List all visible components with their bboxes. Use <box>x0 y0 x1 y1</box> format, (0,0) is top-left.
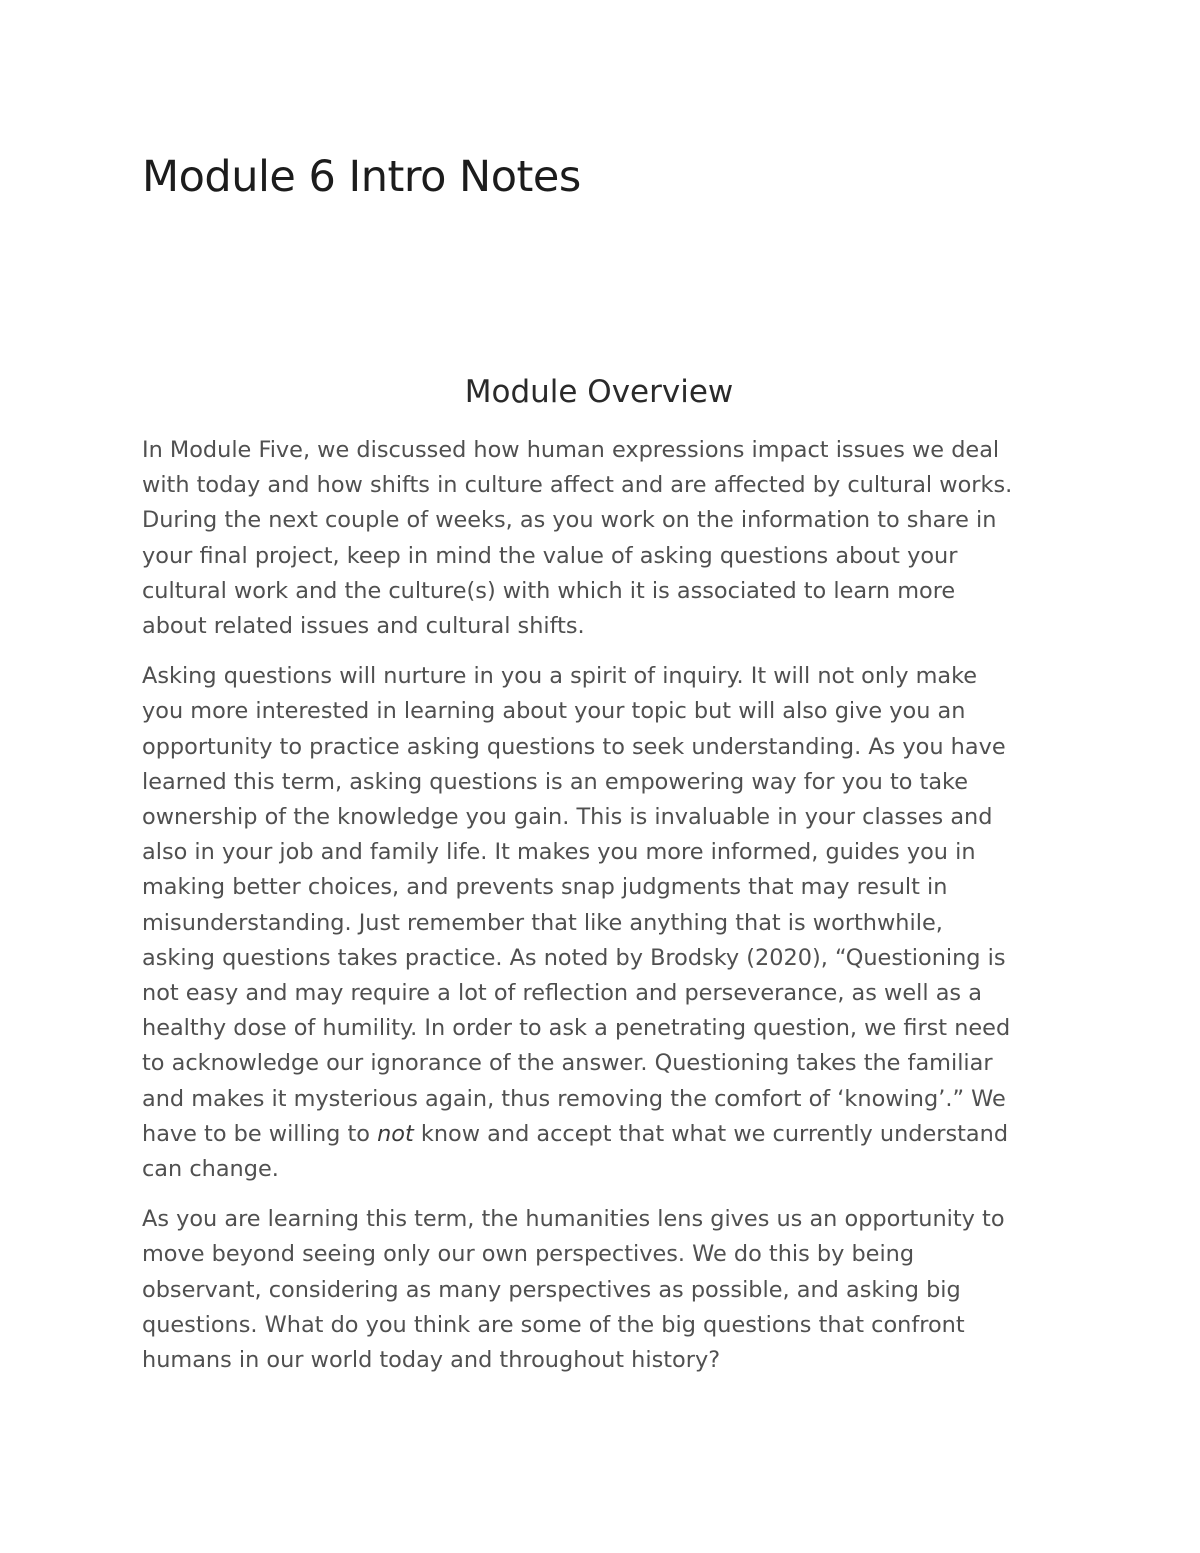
text-line: you more interested in learning about your topic but will also give you an <box>142 698 966 725</box>
text-line: with today and how shifts in culture affect and are affected by cultural works. <box>142 472 1013 499</box>
text-line: During the next couple of weeks, as you work on the information to share in <box>142 507 997 534</box>
text-line: Asking questions will nurture in you a spirit of inquiry. It will not only make <box>142 663 978 690</box>
text-line: As you are learning this term, the humanities lens gives us an opportunity to <box>142 1206 1005 1233</box>
paragraph-humanities-lens <box>142 1202 1072 1378</box>
text-line: about related issues and cultural shifts. <box>142 613 585 640</box>
text-line: can change. <box>142 1156 279 1183</box>
text-line: and makes it mysterious again, thus removing the comfort of ‘knowing’.” We <box>142 1085 1006 1112</box>
section-heading: Module Overview <box>464 374 734 410</box>
text-line: move beyond seeing only our own perspectives. We do this by being <box>142 1241 915 1268</box>
text-line: making better choices, and prevents snap judgments that may result in <box>142 874 948 901</box>
emphasized-word: not <box>377 1120 414 1147</box>
text-line: your final project, keep in mind the value of asking questions about your <box>142 542 958 569</box>
paragraph-asking-questions <box>142 659 1072 1187</box>
text-line: misunderstanding. Just remember that like anything that is worthwhile, <box>142 909 943 936</box>
document-body <box>142 433 1072 1393</box>
text-segment: have to be willing to <box>142 1120 378 1147</box>
paragraph-module-five-recap <box>142 433 1072 644</box>
text-segment: know and accept that what we currently understand <box>413 1120 1009 1147</box>
text-line: also in your job and family life. It makes you more informed, guides you in <box>142 839 976 866</box>
text-line: questions. What do you think are some of the big questions that confront <box>142 1311 965 1338</box>
text-line: cultural work and the culture(s) with which it is associated to learn more <box>142 577 956 604</box>
document-title: Module 6 Intro Notes <box>142 152 581 202</box>
text-line: humans in our world today and throughout history? <box>142 1347 721 1374</box>
text-line: opportunity to practice asking questions to seek understanding. As you have <box>142 733 1006 760</box>
text-line-with-emphasis <box>142 1117 1072 1152</box>
text-line: asking questions takes practice. As noted by Brodsky (2020), “Questioning is <box>142 944 1006 971</box>
text-line: In Module Five, we discussed how human expressions impact issues we deal <box>142 437 1000 463</box>
text-line: learned this term, asking questions is an empowering way for you to take <box>142 768 968 795</box>
text-line: observant, considering as many perspectives as possible, and asking big <box>142 1276 961 1303</box>
text-line: healthy dose of humility. In order to ask a penetrating question, we first need <box>142 1015 1011 1042</box>
text-line: to acknowledge our ignorance of the answer. Questioning takes the familiar <box>142 1050 993 1077</box>
text-line: ownership of the knowledge you gain. This is invaluable in your classes and <box>142 804 993 831</box>
text-line: not easy and may require a lot of reflection and perseverance, as well as a <box>142 980 982 1007</box>
